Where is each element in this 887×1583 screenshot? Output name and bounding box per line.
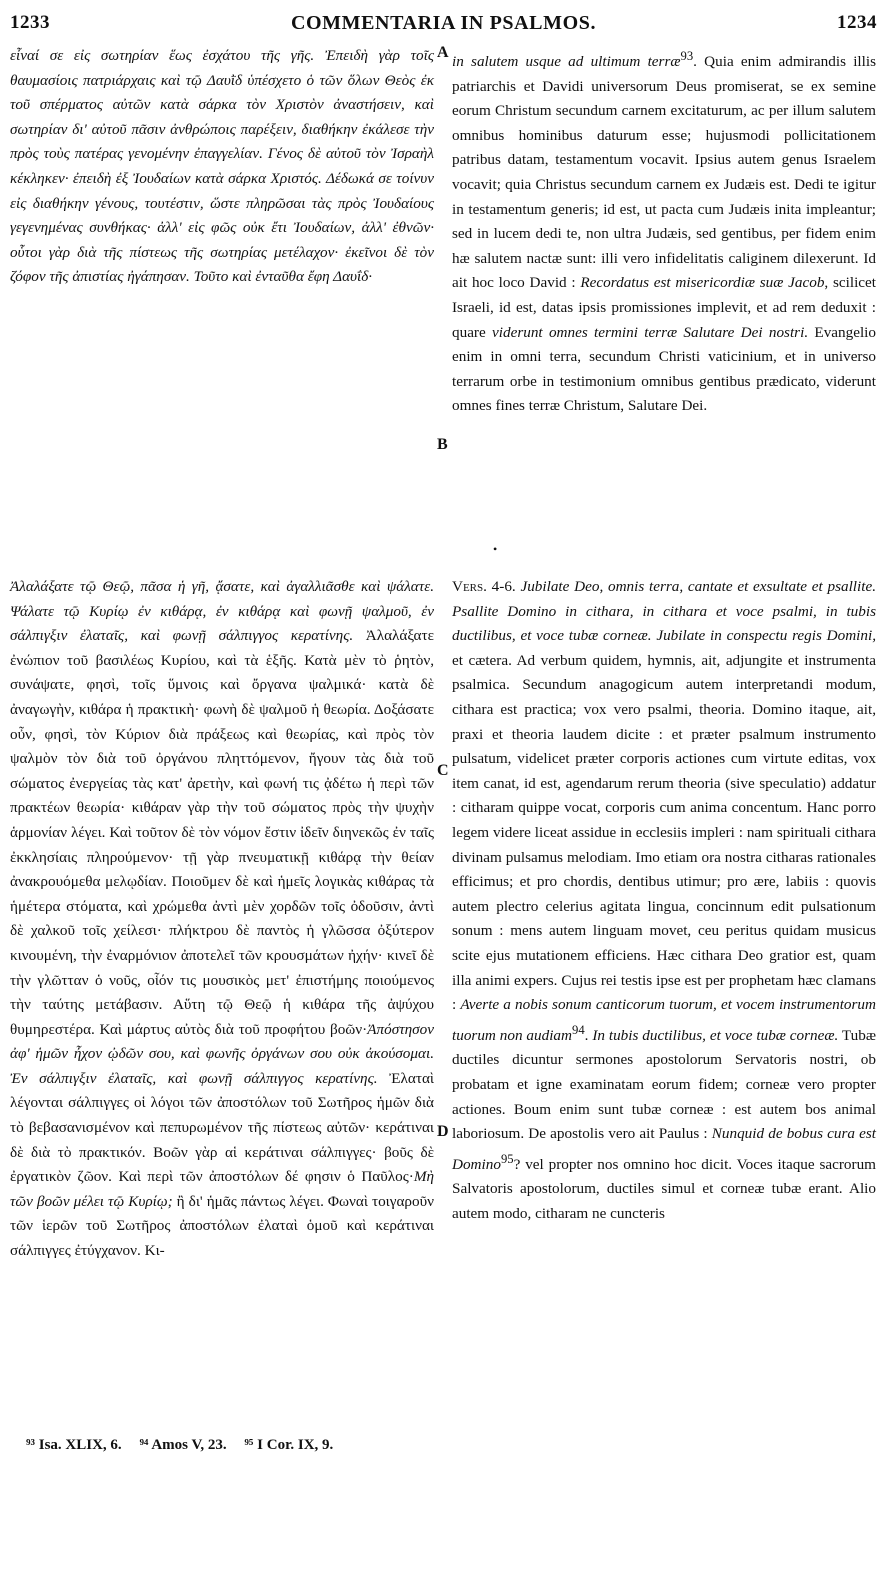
greek-text: ἢ δι' ἡμᾶς πάντως λέγει. Φωναὶ τοιγαροῦν τῶν ἱερῶν τοῦ Σωτῆρος ἀποστόλων ἐλαταὶ ὁμοῦ καὶ κεράτιναι σάλπιγγες ἐτύγχανον. Κι-: [10, 1192, 434, 1260]
running-header: [10, 12, 877, 40]
verse-reference: Vers. 4-6.: [452, 578, 516, 595]
latin-text: . Quia enim admirandis illis patriarchis et Davidi universorum Deus promiserat, se ex semine eorum Christum secundum carnem excitaturum, ac per illum salutem omnibus hominibus daturum esse; hujusmodi pollicitationem patribus datam, testamentum vocavit. Ipsius autem genus Israelem vocavit; quia Christus secundum carnem ex Judæis est. Dedi te igitur in testamentum generis; id est, ut pacta cum Judæis inita impleantur; sed in lucem dedi te, non ultra Judæis, sed gentibus, per fidem enim hæ salutem nactæ sunt: illi vero infidelitatis caliginem dilexerunt. Id ait hoc loco David :: [452, 53, 876, 292]
latin-scripture-quote: Averte a nobis sonum canticorum tuorum, et vocem instrumentorum tuorum non audiam: [452, 996, 876, 1044]
latin-paragraph-2: [452, 575, 876, 1227]
footnote-ref: 93: [680, 49, 694, 63]
margin-marker-a: A: [437, 44, 449, 61]
page-number-right: 1234: [837, 12, 877, 33]
latin-text: Evangelio enim in omni terra, secundum Christi vaticinium, et in universo terrarum orbe in testimonium omnibus gentibus prædicato, viderunt omnes fines terræ Christum, Salutare Dei.: [452, 323, 876, 415]
latin-scripture-quote: Jubilate Deo, omnis terra, cantate et exsultate et psallite. Psallite Domino in cithara, in cithara et voce psalmi, in tubis ductilibus, et voce tubæ corneæ. Jubilate in conspectu regis Domini,: [452, 578, 876, 645]
greek-scripture-quote: εἶναί σε εἰς σωτηρίαν ἕως ἐσχάτου τῆς γῆς. Ἐπειδὴ γὰρ τοῖς θαυμασίοις πατριάρχαις καὶ τῷ Δαυῒδ ὑπέσχετο ὁ τῶν ὅλων Θεὸς ἐκ τοῦ σπέρματος αὐτῶν κατὰ σάρκα τὸν Χριστὸν ἀναστήσειν, καὶ σωτηρίαν δι' αὐτοῦ πᾶσιν ἀνθρώποις παρέξειν, διαθήκην ἐκάλεσε τὴν πρὸς τοὺς πατέρας γενομένην ἐπαγγελίαν. Γένος δὲ αὐτοῦ τὸν Ἰσραὴλ κέκληκεν· ἐπειδὴ ἐξ Ἰουδαίων κατὰ σάρκα Χριστός. Δέδωκά σε τοίνυν εἰς διαθήκην γένους, τουτέστιν, ὥστε πληρῶσαι τὰς πρὸς Ἰουδαίους γεγενημένας συνθήκας· ἀλλ' εἰς φῶς οὐκ ἔτι Ἰουδαίων, ἀλλ' ἐθνῶν· οὗτοι γὰρ διὰ τῆς πίστεως τῆς σωτηρίας μετέλαχον· ἐκεῖνοι δὲ τὸν ζόφον τῆς ἀπιστίας ἠγάπησαν. Τοῦτο καὶ ἐνταῦθα ἔφη Δαυΐδ·: [10, 47, 434, 286]
latin-text: .: [584, 1026, 593, 1044]
greek-scripture-quote: Μὴ τῶν βοῶν μέλει τῷ Κυρίῳ;: [10, 1168, 434, 1210]
section-ornament: •: [493, 542, 498, 556]
latin-scripture-quote: viderunt omnes termini terræ Salutare Dei nostri.: [492, 323, 809, 341]
margin-marker-d: D: [437, 1123, 449, 1140]
footnotes: [26, 1437, 347, 1454]
latin-scripture-quote: Nunquid de bobus cura est Domino: [452, 1125, 876, 1173]
footnote-94: ⁹⁴ Amos V, 23.: [139, 1437, 227, 1453]
greek-scripture-quote: Ἐν σάλπιγξιν ἐλαταῖς, καὶ φωνῇ σάλπιγγος κερατίνης.: [10, 1069, 378, 1087]
greek-paragraph-2: [10, 575, 434, 1264]
greek-column-section-2: [10, 575, 434, 1264]
greek-scripture-quote: Ἀπόστησον ἀφ' ἡμῶν ἦχον ᾠδῶν σου, καὶ φωνῆς ὀργάνων σου οὐκ ἀκούσομαι.: [10, 1020, 434, 1063]
footnote-ref: 95: [500, 1151, 514, 1166]
latin-scripture-quote: in salutem usque ad ultimum terræ: [452, 53, 681, 71]
greek-paragraph-1: [10, 44, 434, 290]
page-number-left: 1233: [10, 12, 50, 33]
margin-marker-c: C: [437, 762, 449, 779]
latin-scripture-quote: Recordatus est misericordiæ suæ Jacob: [580, 274, 825, 292]
greek-text: Ἐλαταὶ λέγονται σάλπιγγες οἱ λόγοι τῶν ἀποστόλων τοῦ Σωτῆρος ἡμῶν διὰ τὸ βεβασανισμένον καὶ πεπυρωμένον τῆς πίστεως αὐτῶν· κεράτιναι δὲ διὰ τὸ πρακτικόν. Βοῶν γὰρ αἱ κεράτιναι σάλπιγγες· βοῦς δὲ ἐργατικὸν ζῶον. Καὶ περὶ τῶν ἀποστόλων δέ φησιν ὁ Παῦλος·: [10, 1069, 434, 1186]
footnote-ref: 94: [571, 1022, 585, 1037]
footnote-93: ⁹³ Isa. XLIX, 6.: [26, 1437, 122, 1453]
latin-text: et cætera. Ad verbum quidem, hymnis, ait, adjungite et instrumenta psalmica. Secundum anagogicum autem interpretandi modum, cithara est practica; vox vero psalmi, theoria. Domino itaque, ait, praxi et theoria laudem dicite : et præter psalmum instrumento pulsatum, videlicet præter corporis actiones cum virtute editas, vox item canat, id est, agendarum rerum theoria (sive speculatio) addatur : citharam quippe vocat, corporis cum anima concentum. Hanc porro legem videre liceat assidue in ecclesiis impleri : nam spirituali cithara divinam pulsamus melodiam. Imo etiam ora nostra citharas rationales efficimus; et pro chordis, dentibus utimur; pro ære, labiis : quovis autem plectro celerius agitata lingua, concinnum edit pulsationum sonum : mens autem linguam movet, ceu peritus quidam musicus scite ejus mutationem efficiens. Hæc cithara Deo gratior est, quam illa animi expers. Cujus rei testis ipse est per prophetam hæc clamans :: [452, 651, 876, 1014]
margin-marker-b: B: [437, 436, 448, 453]
footnote-95: ⁹⁵ I Cor. IX, 9.: [244, 1437, 334, 1453]
latin-text: Tubæ ductiles dicuntur sermones apostolorum Servatoris nostri, ob probatam et igne examinatam eorum fidem; corneæ vero propter actiones. Boum enim sunt tubæ corneæ : est autem bos animal laboriosum. De apostolis vero ait Paulus :: [452, 1026, 876, 1143]
latin-text: ? vel propter nos omnino hoc dicit. Voces itaque sacrorum Salvatoris apostolorum, ductiles simul et corneæ tubæ erant. Alio autem modo, citharam ne cuncteris: [452, 1155, 876, 1222]
greek-column-section-1: [10, 44, 434, 290]
latin-column-section-2: [452, 575, 876, 1227]
latin-scripture-quote: In tubis ductilibus, et voce tubæ corneæ.: [592, 1026, 839, 1044]
running-title: COMMENTARIA IN PSALMOS.: [290, 12, 597, 34]
latin-column-section-1: [452, 44, 876, 419]
greek-scripture-quote: Ἀλαλάξατε τῷ Θεῷ, πᾶσα ἡ γῆ, ᾄσατε, καὶ ἀγαλλιᾶσθε καὶ ψάλατε. Ψάλατε τῷ Κυρίῳ ἐν κιθάρᾳ, ἐν κιθάρᾳ καὶ φωνῇ ψαλμοῦ, ἐν σάλπιγξιν ἐλαταῖς, καὶ φωνῇ σάλπιγγος κερατίνης.: [10, 578, 434, 645]
greek-text: Ἀλαλάξατε ἐνώπιον τοῦ βασιλέως Κυρίου, καὶ τὰ ἑξῆς. Κατὰ μὲν τὸ ῥητὸν, συνάψατε, φησὶ, τοῖς ὕμνοις καὶ ὄργανα ψαλμικά· κατὰ δὲ ἀναγωγὴν, κιθάρα ἡ πρακτικὴ· φωνὴ δὲ ψαλμοῦ ἡ θεωρία. Δοξάσατε οὖν, φησὶ, τὸν Κύριον διὰ πράξεως καὶ θεωρίας, καὶ πρὸς τὸν ψαλμὸν τὸν διὰ τοῦ ὀργάνου πληττόμενον, ἤγουν τὰς διὰ τοῦ σώματος ἐνεργείας τὰς κατ' ἀρετὴν, καὶ φωνή τις ᾀδέτω ἡ περὶ τῶν πρακτέων θεωρία· κιθάραν γὰρ τὴν τοῦ σώματος πρὸς τὴν ψυχὴν ἁρμονίαν λέγει. Καὶ τοῦτον δὲ τὸν νόμον ἔστιν ἰδεῖν διηνεκῶς ἐν ταῖς ἐκκλησίαις πληρούμενον· τῇ γὰρ πνευματικῇ κιθάρᾳ τὴν θείαν ἀνακρουόμεθα μελῳδίαν. Ποιοῦμεν δὲ καὶ ἡμεῖς λογικὰς κιθάρας τὰ ἡμέτερα στόματα, καὶ χρώμεθα ἀντὶ μὲν χορδῶν τοῖς ὀδοῦσιν, ἀντὶ δὲ χαλκοῦ τοῖς χείλεσι· πλήκτρου δὲ παντὸς ἡ γλῶσσα ὀξύτερον κινουμένη, τὴν ἐναρμόνιον ἀποτελεῖ τῶν κρουσμάτων ἠχήν· κινεῖ δὲ τὴν γλῶτταν ὁ νοῦς, οἷόν τις μουσικὸς μετ' ἐπιστήμης ποιούμενος τὴν ταύτης μετάβασιν. Αὕτη τῷ Θεῷ ἡ κιθάρα τῆς ἀψύχου θυμηρεστέρα. Καὶ μάρτυς αὐτὸς διὰ τοῦ προφήτου βοῶν·: [10, 627, 434, 1038]
latin-paragraph-1: [452, 44, 876, 419]
latin-text: , scilicet Israeli, id est, datas ipsis promissiones implevit, et ad rem deduxit : quare: [452, 274, 876, 341]
